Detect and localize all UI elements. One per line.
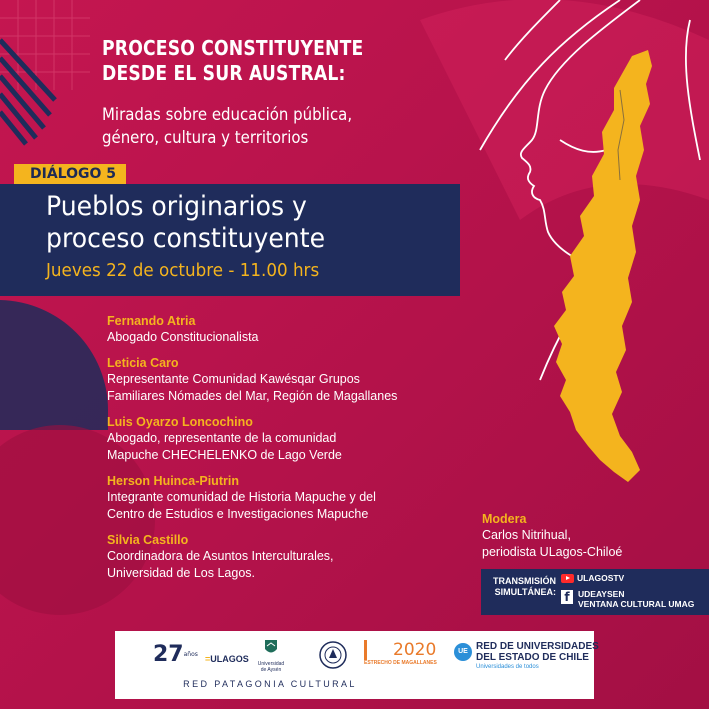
logo-red-universidades: RED DE UNIVERSIDADES DEL ESTADO DE CHILE Universidades de todos bbox=[476, 641, 599, 670]
speaker-role: Centro de Estudios e Investigaciones Mapuche bbox=[107, 507, 369, 521]
shield-icon bbox=[263, 639, 279, 657]
light-blob bbox=[420, 0, 709, 220]
event-subtitle bbox=[102, 104, 352, 150]
speaker-role: Universidad de Los Lagos. bbox=[107, 566, 256, 580]
facebook-icon: f bbox=[561, 590, 573, 604]
facebook-channel-1: UDEAYSEN bbox=[578, 589, 625, 599]
navy-stripes bbox=[0, 40, 55, 144]
speaker-name: Herson Huinca-Piutrin bbox=[107, 474, 239, 488]
moderator-block bbox=[482, 511, 622, 561]
dialog-badge: DIÁLOGO 5 bbox=[14, 164, 126, 184]
event-title bbox=[102, 36, 363, 86]
speaker-item bbox=[107, 414, 487, 464]
title-line-1: PROCESO CONSTITUYENTE bbox=[102, 36, 364, 60]
red-universidades-badge: UE bbox=[454, 643, 472, 661]
speaker-role: Integrante comunidad de Historia Mapuche y del bbox=[107, 490, 376, 504]
subtitle-line-2: género, cultura y territorios bbox=[102, 128, 309, 148]
title-line-2: DESDE EL SUR AUSTRAL: bbox=[102, 61, 346, 85]
stream-label-line-2: SIMULTÁNEA: bbox=[494, 587, 556, 597]
speaker-role: Representante Comunidad Kawésqar Grupos bbox=[107, 372, 360, 386]
stream-label-line-1: TRANSMISIÓN bbox=[493, 576, 556, 586]
speaker-item bbox=[107, 313, 487, 346]
youtube-channel[interactable] bbox=[561, 573, 624, 583]
logo-aysen: Universidad de Aysén bbox=[256, 639, 286, 673]
speaker-name: Luis Oyarzo Loncochino bbox=[107, 415, 253, 429]
speaker-list bbox=[107, 313, 487, 591]
speaker-role: Coordinadora de Asuntos Interculturales, bbox=[107, 549, 334, 563]
facebook-channel-2: VENTANA CULTURAL UMAG bbox=[578, 599, 695, 609]
dialog-title bbox=[46, 191, 325, 255]
navy-circle bbox=[0, 300, 108, 430]
logo-seal bbox=[318, 640, 348, 674]
moderator-name: Carlos Nitrihual, bbox=[482, 528, 571, 542]
network-label: RED PATAGONIA CULTURAL bbox=[183, 679, 357, 689]
dialog-title-line-1: Pueblos originarios y bbox=[46, 191, 307, 222]
logo-2020: 2020 ESTRECHO DE MAGALLANES bbox=[364, 640, 437, 666]
speaker-name: Leticia Caro bbox=[107, 356, 179, 370]
speaker-name: Fernando Atria bbox=[107, 314, 196, 328]
stream-label bbox=[486, 576, 556, 598]
moderator-label: Modera bbox=[482, 512, 527, 526]
speaker-role: Abogado Constitucionalista bbox=[107, 330, 259, 344]
moderator-affiliation: periodista ULagos-Chiloé bbox=[482, 545, 623, 559]
youtube-icon bbox=[561, 574, 574, 583]
speaker-item bbox=[107, 473, 487, 523]
speaker-role: Abogado, representante de la comunidad bbox=[107, 431, 337, 445]
logo-27-years: 27años bbox=[153, 642, 198, 667]
university-seal-icon bbox=[318, 640, 348, 670]
subtitle-line-1: Miradas sobre educación pública, bbox=[102, 105, 353, 125]
youtube-channel-name: ULAGOSTV bbox=[577, 573, 625, 583]
dialog-title-line-2: proceso constituyente bbox=[46, 223, 326, 254]
speaker-role: Familiares Nómades del Mar, Región de Magallanes bbox=[107, 389, 398, 403]
logo-ulagos: =ULAGOS bbox=[205, 654, 249, 664]
speaker-item bbox=[107, 532, 487, 582]
speaker-item bbox=[107, 355, 487, 405]
facebook-channels[interactable] bbox=[578, 589, 694, 609]
speaker-name: Silvia Castillo bbox=[107, 533, 189, 547]
speaker-role: Mapuche CHECHELENKO de Lago Verde bbox=[107, 448, 342, 462]
dialog-date: Jueves 22 de octubre - 11.00 hrs bbox=[46, 260, 320, 281]
